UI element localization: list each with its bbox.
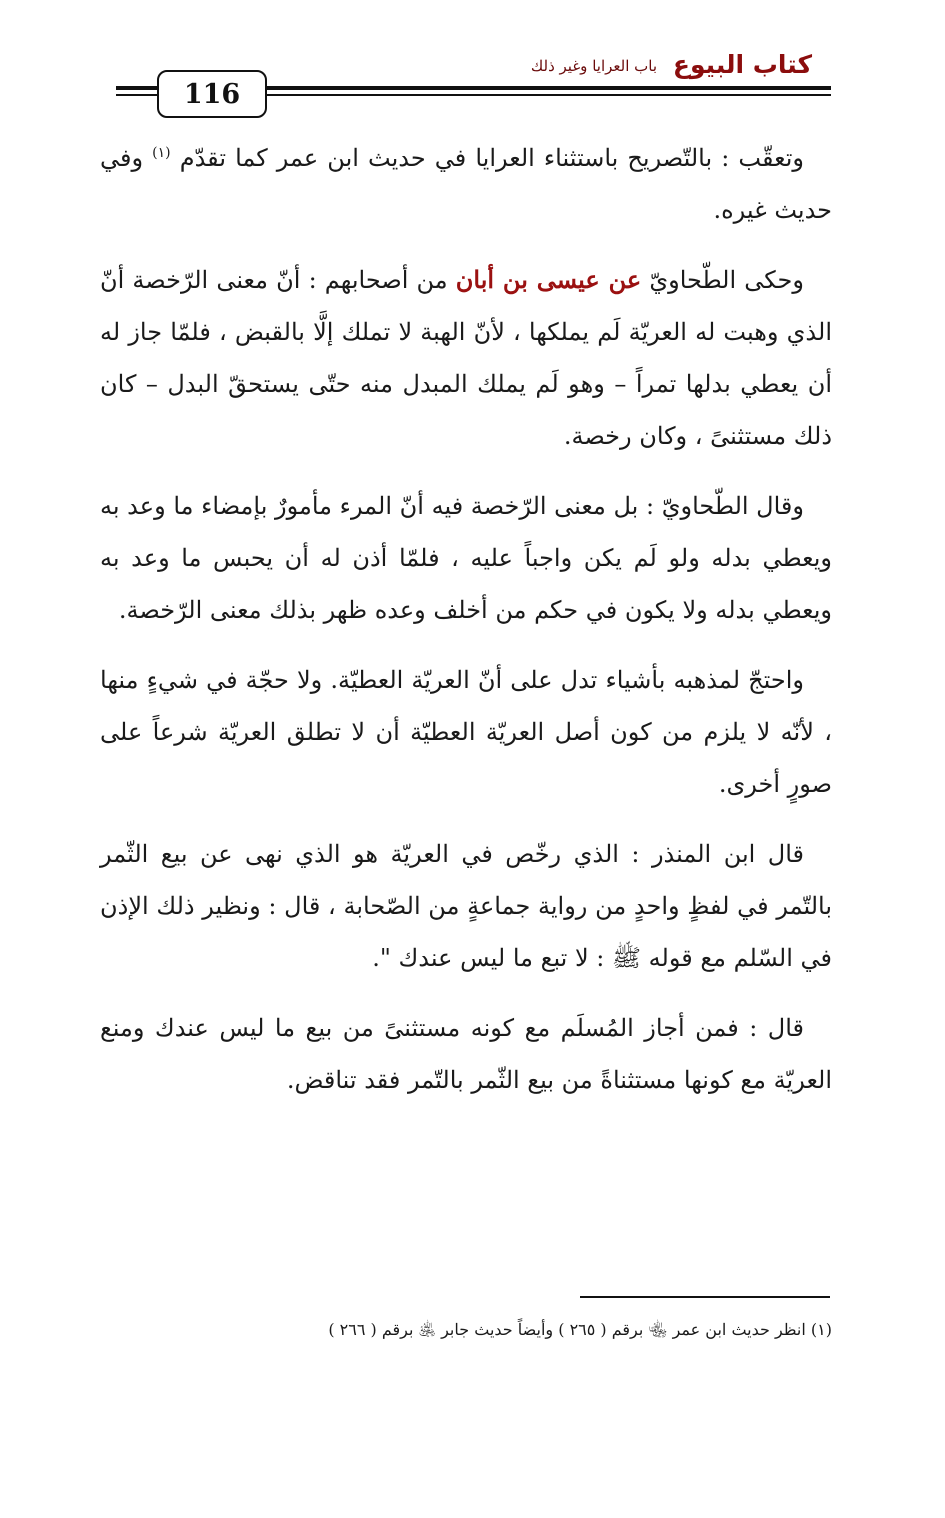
paragraph-2-after: من أصحابهم : أنّ معنى الرّخصة أنّ الذي وهبت له العريّة لَم يملكها ، لأنّ الهبة لا تملك إلَّا بالقبض ، فلمّا جاز له أن يعطي بدلها تمراً – وهو لَم يملك المبدل منه حتّى يستحقّ البدل – كان ذلك مستثنىً ، وكان رخصة. bbox=[100, 266, 832, 450]
page-number: 116 bbox=[183, 78, 241, 110]
book-title: كتاب البيوع bbox=[672, 50, 812, 79]
footnote: (١) انظر حديث ابن عمر ﵄ برقم ( ٢٦٥ ) وأيضاً حديث جابر ﵁ برقم ( ٢٦٦ ) bbox=[328, 1320, 832, 1339]
paragraph-2-before: وحكى الطّحاويّ bbox=[641, 266, 804, 294]
paragraph-1-tail: وفي حديث غيره. bbox=[100, 144, 832, 224]
paragraph-3: وقال الطّحاويّ : بل معنى الرّخصة فيه أنّ المرء مأمورٌ بإمضاء ما وعد به ويعطي بدله ولو لَم يكن واجباً عليه ، فلمّا أذن له أن يحبس ما وعد به ويعطي بدله ولا يكون في حكم من أخلف وعده ظهر بذلك معنى الرّخصة. bbox=[100, 492, 833, 624]
paragraph-5: قال ابن المنذر : الذي رخّص في العريّة هو الذي نهى عن بيع الثّمر بالتّمر في لفظٍ واحدٍ من رواية جماعةٍ من الصّحابة ، قال : ونظير ذلك الإذن في السّلم مع قوله ﷺ : لا تبع ما ليس عندك ". bbox=[100, 840, 832, 972]
footnote-divider bbox=[580, 1296, 830, 1298]
paragraph-2 bbox=[100, 254, 832, 462]
paragraph-4: واحتجّ لمذهبه بأشياء تدل على أنّ العريّة العطيّة. ولا حجّة في شيءٍ منها ، لأنّه لا يلزم من كون أصل العريّة العطيّة أن لا تطلق العريّة شرعاً على صورٍ أخرى. bbox=[100, 666, 832, 798]
highlight-name: عن عيسى بن أبان bbox=[455, 265, 642, 294]
footnote-ref: (١) bbox=[152, 145, 171, 161]
paragraph-1 bbox=[100, 132, 832, 236]
page-number-box bbox=[157, 70, 267, 118]
paragraph-6: قال : فمن أجاز المُسلَم مع كونه مستثنىً من بيع ما ليس عندك ومنع العريّة مع كونها مستثناةً من بيع الثّمر بالتّمر فقد تناقض. bbox=[100, 1014, 832, 1094]
page-header bbox=[0, 0, 945, 130]
chapter-title: باب العرايا وغير ذلك bbox=[530, 57, 657, 75]
paragraph-1-text: وتعقّب : بالتّصريح باستثناء العرايا في حديث ابن عمر كما تقدّم bbox=[179, 144, 804, 172]
main-text bbox=[100, 132, 832, 1106]
